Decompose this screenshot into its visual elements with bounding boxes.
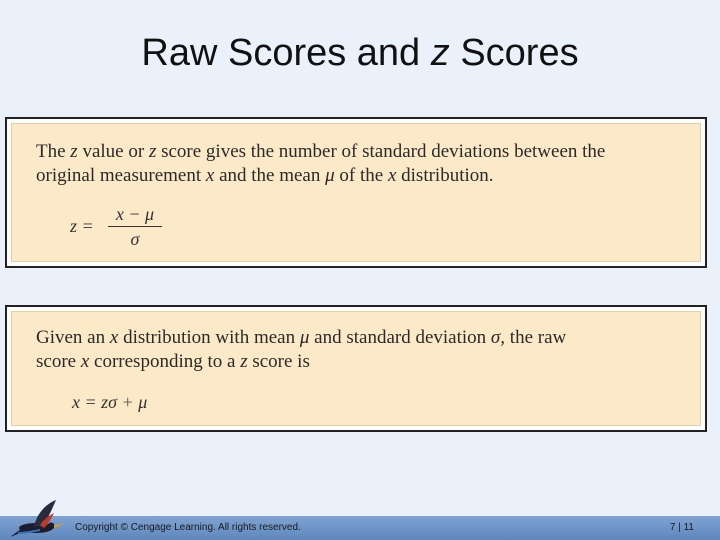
definition-line-2: original measurement x and the mean μ of the x distribution. <box>36 165 494 186</box>
raw-score-definition <box>36 326 678 374</box>
raw-score-formula <box>72 392 147 413</box>
title-text-1: Raw Scores and <box>141 32 431 74</box>
copyright-text: Copyright © Cengage Learning. All rights reserved. <box>75 522 301 533</box>
formula-plus: + <box>117 392 139 412</box>
formula-mu: μ <box>138 392 148 412</box>
fraction-bar <box>108 226 162 227</box>
raw-line-2: score x corresponding to a z score is <box>36 351 310 372</box>
raw-line-1: Given an x distribution with mean μ and standard deviation σ, the raw <box>36 327 567 348</box>
formula-denominator: σ <box>130 229 140 249</box>
definition-box-z-score <box>5 117 707 268</box>
definition-box-fill <box>11 123 701 262</box>
footer-bar <box>0 516 720 540</box>
slide-title <box>0 32 720 75</box>
definition-line-1: The z value or z score gives the number of standard deviations between the <box>36 141 606 162</box>
formula-lhs: z = <box>70 216 94 236</box>
title-text-2: Scores <box>449 32 579 74</box>
page-number: 7 | 11 <box>669 522 694 533</box>
z-score-definition <box>36 140 678 188</box>
formula-numerator: x − μ <box>115 204 155 224</box>
raw-score-box-fill <box>11 311 701 426</box>
definition-box-raw-score <box>5 305 707 432</box>
formula-fraction <box>108 204 162 249</box>
formula-x-main: x = zσ <box>72 392 118 412</box>
title-italic-z: z <box>430 32 450 74</box>
cengage-bird-logo-icon <box>6 497 76 540</box>
